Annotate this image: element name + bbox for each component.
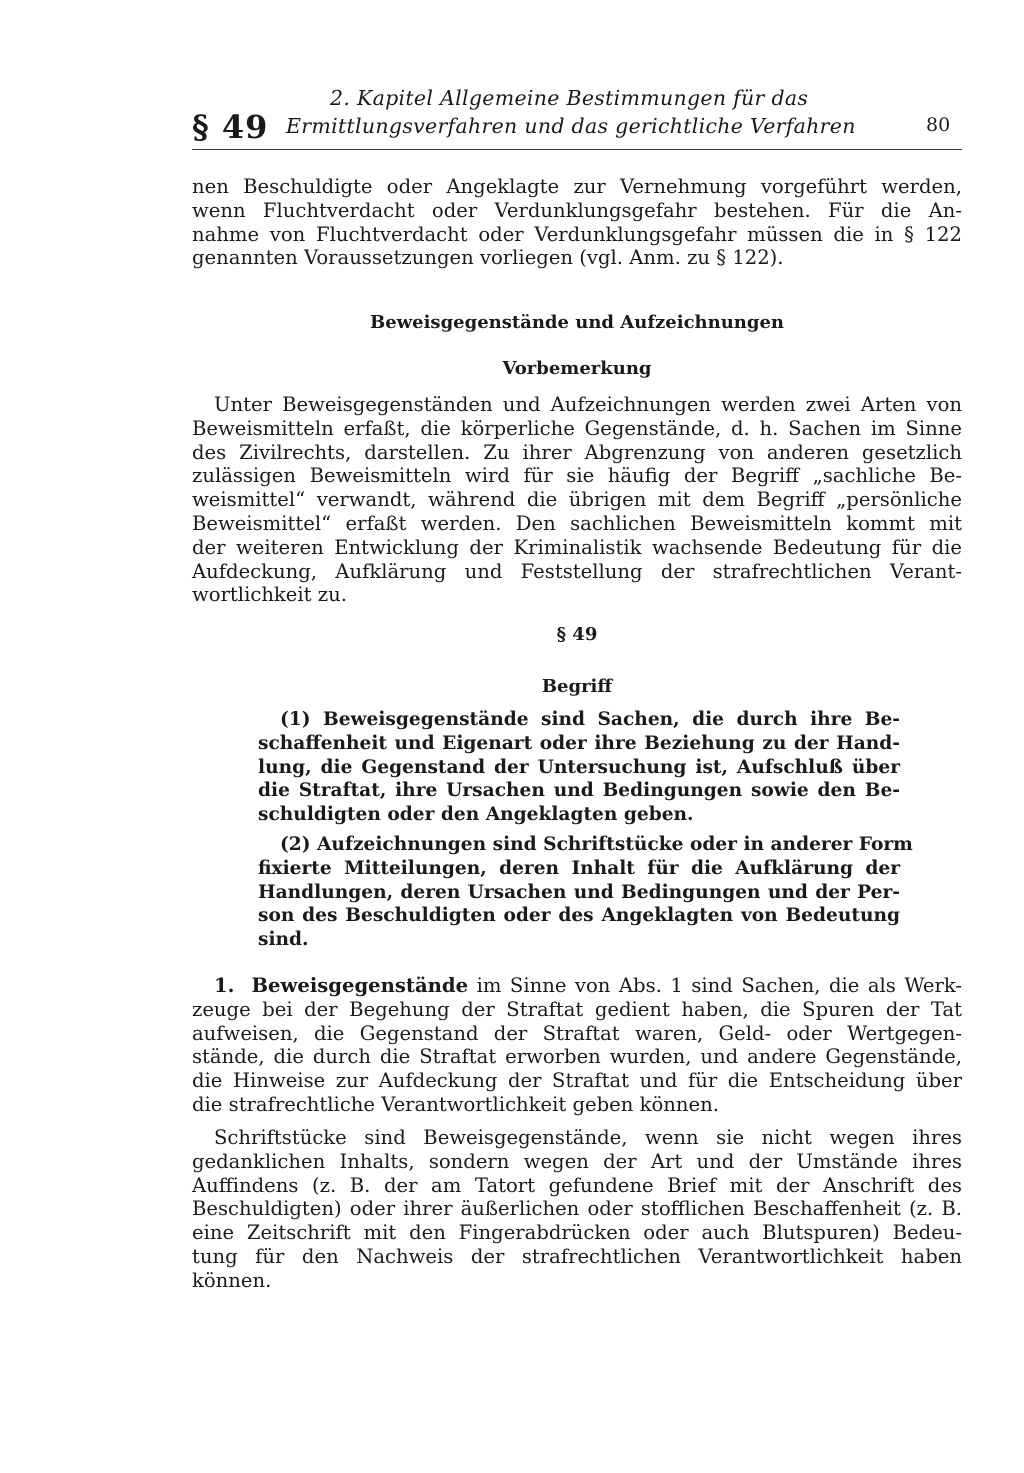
law-text-abs-1 <box>258 708 900 827</box>
text-line <box>192 974 962 998</box>
section-heading: Beweisgegenstände und Aufzeichnungen <box>369 312 785 333</box>
note-number: 1. <box>214 974 235 997</box>
text-line: gedanklichen Inhalts, sondern wegen der Art und der Umstände ihres <box>192 1149 962 1173</box>
text-line: son des Beschuldigten oder des Angeklagten von Bedeutung <box>258 905 900 927</box>
text-line: fixierte Mitteilungen, deren Inhalt für die Aufklärung der <box>258 857 900 879</box>
text-line: Aufdeckung, Aufklärung und Feststellung der strafrechtlichen Verant- <box>192 559 962 583</box>
text-line: Schriftstücke sind Beweisgegenstände, wenn sie nicht wegen ihres <box>214 1126 962 1149</box>
text-line: genannten Voraussetzungen vorliegen (vgl. Anm. zu § 122). <box>192 246 784 270</box>
text-line: die Straftat, ihre Ursachen und Bedingungen sowie den Be- <box>258 780 900 802</box>
text-line: wortlichkeit zu. <box>192 583 347 607</box>
text-line: nahme von Fluchtverdacht oder Verdunklungsgefahr müssen die in § 122 <box>192 222 962 246</box>
text-line: Beschuldigten) oder ihrer äußerlichen oder stofflichen Beschaffenheit (z. B. <box>192 1197 962 1221</box>
text-line: sind. <box>258 929 309 951</box>
text-line: Beweismittel“ erfaßt werden. Den sachlichen Beweismitteln kommt mit <box>192 511 962 535</box>
commentary-note-1 <box>192 974 962 1117</box>
intro-paragraph <box>192 175 962 270</box>
text-line: die Hinweise zur Aufdeckung der Straftat und für die Entscheidung über <box>192 1069 962 1093</box>
text-line: der weiteren Entwicklung der Kriminalistik wachsende Bedeutung für die <box>192 535 962 559</box>
text-line: lung, die Gegenstand der Untersuchung ist, Aufschluß über <box>258 756 900 778</box>
text-line: (1) Beweisgegenstände sind Sachen, die durch ihre Be- <box>280 709 900 730</box>
text-line: schuldigten oder den Angeklagten geben. <box>258 804 694 826</box>
header-rule <box>192 149 962 150</box>
text-line: Unter Beweisgegenständen und Aufzeichnungen werden zwei Arten von <box>214 393 962 416</box>
text-line: aufweisen, die Gegenstand der Straftat waren, Geld- oder Wertgegen- <box>192 1021 962 1045</box>
law-text-abs-2 <box>258 833 913 952</box>
text-line: Handlungen, deren Ursachen und Bedingungen und der Per- <box>258 881 900 903</box>
text-line: (2) Aufzeichnungen sind Schriftstücke oder in anderer Form <box>280 834 913 855</box>
header-section-number: § 49 <box>192 108 269 146</box>
text-line: zeuge bei der Begehung der Straftat gedient haben, die Spuren der Tat <box>192 997 962 1021</box>
note-first-line-rest: im Sinne von Abs. 1 sind Sachen, die als Werk- <box>468 974 962 997</box>
text-line: Beweismitteln erfaßt, die körperliche Gegenstände, d. h. Sachen im Sinne <box>192 416 962 440</box>
page-number: 80 <box>926 114 951 136</box>
paragraph-number: § 49 <box>556 624 598 645</box>
text-line: wenn Fluchtverdacht oder Verdunklungsgefahr bestehen. Für die An- <box>192 198 962 222</box>
text-line: stände, die durch die Straftat erworben wurden, und andere Gegenstände, <box>192 1045 962 1069</box>
text-line: weismittel“ verwandt, während die übrigen mit dem Begriff „persönliche <box>192 488 962 512</box>
header-chapter-line-1: 2. Kapitel Allgemeine Bestimmungen für das <box>330 86 809 110</box>
commentary-paragraph-2 <box>192 1126 962 1293</box>
text-line: tung für den Nachweis der strafrechtlichen Verantwortlichkeit haben <box>192 1244 962 1268</box>
text-line: die strafrechtliche Verantwortlichkeit geben können. <box>192 1092 719 1116</box>
text-line: können. <box>192 1268 272 1292</box>
vorbemerkung-heading: Vorbemerkung <box>502 358 652 379</box>
text-line: eine Zeitschrift mit den Fingerabdrücken oder auch Blutspuren) Bedeu- <box>192 1221 962 1245</box>
vorbemerkung-paragraph <box>192 393 962 607</box>
text-line: zulässigen Beweismitteln wird für sie häufig der Begriff „sachliche Be- <box>192 464 962 488</box>
text-line: des Zivilrechts, darstellen. Zu ihrer Abgrenzung von anderen gesetzlich <box>192 440 962 464</box>
text-line: schaffenheit und Eigenart oder ihre Beziehung zu der Hand- <box>258 732 900 754</box>
header-chapter-line-2: Ermittlungsverfahren und das gerichtliche Verfahren <box>286 114 856 138</box>
note-term: Beweisgegenstände <box>251 974 469 997</box>
text-line: nen Beschuldigte oder Angeklagte zur Vernehmung vorgeführt werden, <box>192 175 962 198</box>
text-line: Auffindens (z. B. der am Tatort gefundene Brief mit der Anschrift des <box>192 1173 962 1197</box>
paragraph-title: Begriff <box>541 676 613 697</box>
